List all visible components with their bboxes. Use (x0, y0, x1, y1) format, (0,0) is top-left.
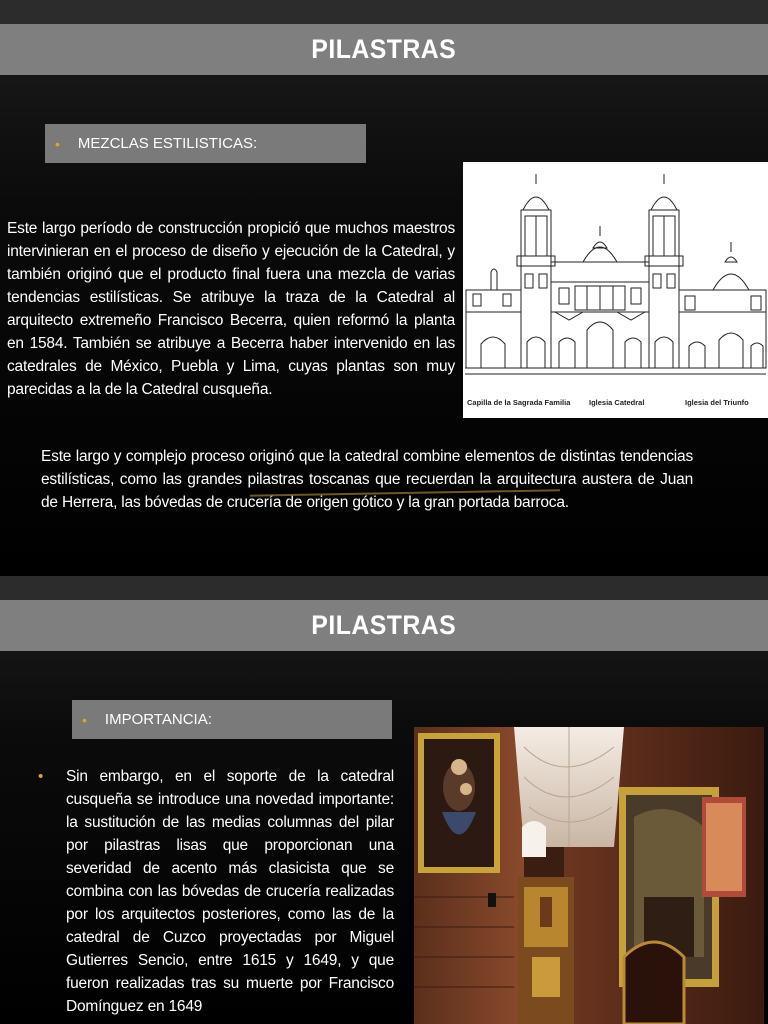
slide-top-band (0, 576, 768, 600)
subtitle-box (72, 700, 392, 739)
caption-iglesia-triunfo: Iglesia del Triunfo (685, 398, 749, 407)
bullet-icon: • (38, 768, 44, 785)
caption-sagrada-familia: Capilla de la Sagrada Familia (467, 398, 571, 407)
cathedral-elevation-drawing (463, 162, 768, 418)
title-bar (0, 24, 768, 75)
subtitle-box (45, 124, 366, 163)
body-paragraph: Este largo período de construcción propició que muchos maestros intervinieran en el proceso de diseño y ejecución de la Catedral, y también originó que el producto final fuera una mezcla de varias tendencias estilísticas. Se atribuye la traza de la Catedral al arquitecto extremeño Francisco Becerra, quien reformó la planta en 1584. También se atribuye a Becerra haber intervenido en las catedrales de México, Puebla y Lima, cuyas plantas son muy parecidas a la de la Catedral cusqueña. (7, 220, 455, 398)
subtitle-text: MEZCLAS ESTILISTICAS: (77, 135, 258, 152)
slide-title: PILASTRAS (311, 610, 457, 640)
bullet-paragraph (38, 765, 394, 1018)
slide-top-band (0, 0, 768, 24)
subtitle-text: IMPORTANCIA: (104, 711, 212, 728)
slide-title: PILASTRAS (311, 34, 457, 64)
cathedral-interior-photo (414, 727, 764, 1024)
interior-photo-svg (414, 727, 764, 1024)
title-bar (0, 600, 768, 651)
slide-2 (0, 576, 768, 1024)
body-paragraph: Sin embargo, en el soporte de la catedral cusqueña se introduce una novedad importante: la sustitución de las medias columnas del pilar por pilastras lisas que proporcionan una severidad de acento más clasicista que se combina con las bóvedas de crucería realizadas por los arquitectos posteriores, como las de la catedral de Cuzco proyectadas por Miguel Gutierres Sencio, entre 1615 y 1649, y que fueron realizadas tras su muerte por Francisco Domínguez en 1649 (66, 768, 394, 1015)
body-paragraph-2: Este largo y complejo proceso originó que la catedral combine elementos de distintas tendencias estilísticas, como las grandes pilastras toscanas que recuerdan la arquitectura austera de Juan de Herrera, las bóvedas de crucería de origen gótico y la gran portada barroca. (41, 448, 693, 511)
caption-iglesia-catedral: Iglesia Catedral (589, 398, 645, 407)
bullet-icon: • (55, 135, 60, 152)
cathedral-drawing-svg (463, 162, 768, 418)
bullet-icon: • (82, 711, 87, 728)
